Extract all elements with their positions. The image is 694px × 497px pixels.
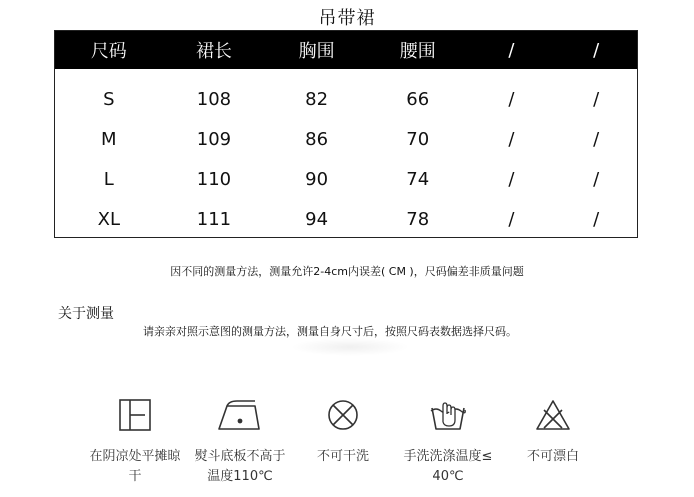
cell-skirt-length: 110 (196, 168, 232, 190)
page-title: 吊带裙 (318, 8, 376, 29)
cell-blank-2: / (593, 88, 600, 110)
care-label: 不可漂白 (526, 449, 579, 464)
care-label: 在阴凉处平摊晾 干 (89, 449, 181, 484)
cell-size: L (103, 168, 114, 190)
table-row (55, 79, 637, 119)
cell-waist: 66 (406, 88, 430, 110)
cell-waist: 70 (406, 128, 430, 150)
cell-skirt-length: 111 (196, 208, 232, 230)
section-title: 关于测量 (58, 306, 114, 322)
table-row (55, 119, 637, 159)
iron-low-temp-icon (215, 398, 265, 432)
measurement-instruction: 请亲亲对照示意图的测量方法，测量自身尺寸后，按照尺码表数据选择尺码。 (143, 325, 517, 338)
cell-size: M (101, 128, 117, 150)
dry-flat-shade-icon (118, 398, 152, 432)
size-table (54, 30, 638, 238)
care-label: 不可干洗 (316, 449, 369, 464)
cell-size: XL (97, 208, 120, 230)
table-row (55, 159, 637, 199)
care-label: 手洗洗涤温度≤ 40℃ (403, 449, 493, 484)
cell-blank-1: / (508, 88, 515, 110)
cell-bust: 94 (305, 208, 329, 230)
hand-wash-icon (428, 398, 468, 432)
header-bust: 胸围 (298, 41, 335, 62)
care-item-no-bleach (498, 398, 608, 467)
cell-blank-1: / (508, 208, 515, 230)
cell-blank-2: / (593, 208, 600, 230)
cell-blank-1: / (508, 168, 515, 190)
decorative-shadow (290, 338, 410, 356)
table-row (55, 199, 637, 239)
cell-skirt-length: 109 (196, 128, 232, 150)
care-item-no-dry-clean (288, 398, 398, 467)
cell-waist: 74 (406, 168, 430, 190)
care-label: 熨斗底板不高于 温度110℃ (194, 449, 286, 484)
header-skirt-length: 裙长 (195, 41, 232, 62)
header-blank-1: / (508, 39, 515, 61)
cell-skirt-length: 108 (196, 88, 232, 110)
care-item-dry-flat (80, 398, 190, 487)
measurement-tolerance-note: 因不同的测量方法，测量允许2-4cm内误差( CM )，尺码偏差非质量问题 (170, 265, 524, 278)
cell-blank-2: / (593, 128, 600, 150)
cell-bust: 86 (305, 128, 329, 150)
cell-blank-2: / (593, 168, 600, 190)
header-waist: 腰围 (399, 41, 436, 62)
cell-blank-1: / (508, 128, 515, 150)
cell-bust: 82 (305, 88, 329, 110)
header-size: 尺码 (90, 41, 127, 62)
table-body (55, 69, 637, 239)
no-dry-clean-icon (326, 398, 360, 432)
no-bleach-icon (534, 398, 572, 432)
cell-size: S (103, 88, 115, 110)
table-header (55, 31, 637, 69)
cell-bust: 90 (305, 168, 329, 190)
header-blank-2: / (593, 39, 600, 61)
cell-waist: 78 (406, 208, 430, 230)
care-item-iron (185, 398, 295, 487)
care-item-hand-wash (393, 398, 503, 487)
